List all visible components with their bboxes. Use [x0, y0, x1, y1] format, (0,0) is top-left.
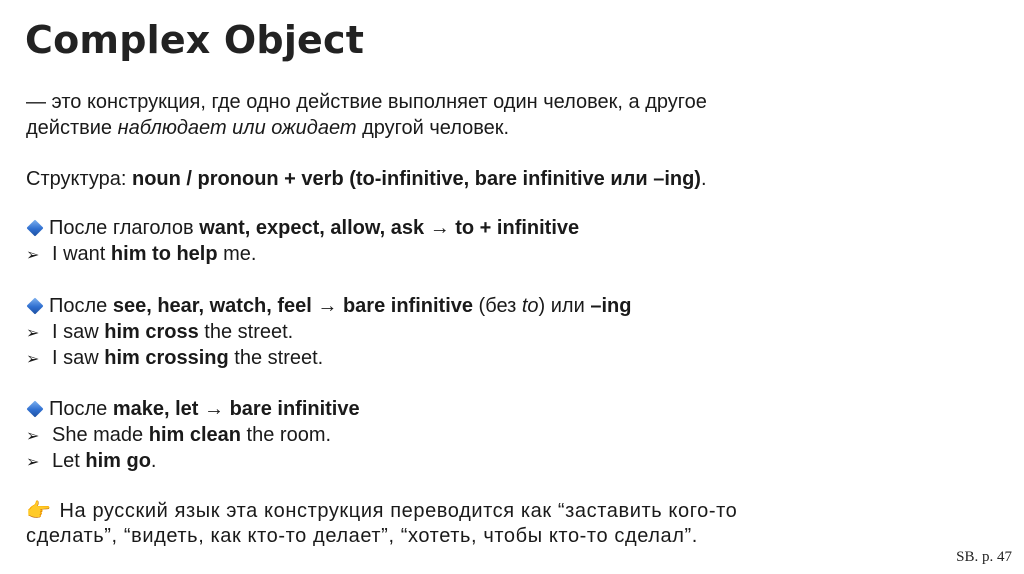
example-text: She made	[52, 424, 149, 446]
structure-formula: noun / pronoun + verb (to-infinitive, bare infinitive или –ing)	[132, 168, 701, 190]
group3-example-2	[26, 450, 156, 473]
group2-heading-text: ) или	[538, 295, 591, 317]
example-text: .	[150, 450, 157, 472]
note-line-2	[26, 525, 698, 548]
definition-text: — это конструкция, где одно действие выполняет один человек, а другое	[26, 91, 707, 113]
structure-end: .	[700, 168, 707, 190]
note-text: На русский язык эта конструкция переводится как “заставить кого-то	[59, 500, 738, 522]
blue-diamond-icon	[27, 219, 44, 236]
example-text: the street.	[198, 321, 294, 343]
arrow-bullet-icon: ➢	[26, 428, 40, 445]
example-emphasis: him go	[85, 450, 151, 472]
page-title: Complex Object	[25, 18, 365, 62]
group2-heading-verbs: see, hear, watch, feel → bare infinitive	[112, 295, 473, 317]
pointing-hand-icon: 👉	[26, 500, 52, 522]
note-text: сделать”, “видеть, как кто-то делает”, “хотеть, чтобы кто-то сделал”.	[26, 525, 698, 547]
group1-heading	[26, 217, 579, 240]
example-text: I want	[52, 243, 111, 265]
group3-heading-verbs: make, let → bare infinitive	[112, 398, 360, 420]
group1-example	[26, 243, 257, 266]
group3-example-1	[26, 424, 331, 447]
arrow-bullet-icon: ➢	[26, 247, 40, 264]
example-emphasis: him cross	[104, 321, 199, 343]
group2-heading-ing: –ing	[590, 295, 632, 317]
group1-heading-verbs: want, expect, allow, ask → to + infinitive	[199, 217, 580, 239]
structure-line	[26, 168, 707, 191]
example-text: me.	[217, 243, 257, 265]
group2-example-2	[26, 347, 323, 370]
page-reference: SB. p. 47	[956, 549, 1012, 565]
group1-heading-text: После глаголов	[49, 217, 200, 239]
example-text: the room.	[241, 424, 332, 446]
arrow-bullet-icon: ➢	[26, 325, 40, 342]
example-emphasis: him to help	[110, 243, 218, 265]
example-text: the street.	[228, 347, 324, 369]
example-text: I saw	[52, 347, 105, 369]
group2-heading-emphasis: to	[521, 295, 539, 317]
blue-diamond-icon	[27, 400, 44, 417]
group3-heading-text: После	[49, 398, 113, 420]
definition-line-1	[26, 91, 707, 114]
group2-example-1	[26, 321, 293, 344]
definition-emphasis: наблюдает или ожидает	[117, 117, 357, 139]
example-text: I saw	[52, 321, 105, 343]
definition-line-2	[26, 117, 509, 140]
group2-heading-text: (без	[473, 295, 522, 317]
definition-text: действие	[26, 117, 118, 139]
arrow-bullet-icon: ➢	[26, 351, 40, 368]
example-text: Let	[52, 450, 86, 472]
group2-heading-text: После	[49, 295, 113, 317]
blue-diamond-icon	[27, 297, 44, 314]
note-line-1	[26, 498, 737, 523]
example-emphasis: him crossing	[104, 347, 229, 369]
structure-label: Структура:	[26, 168, 132, 190]
arrow-bullet-icon: ➢	[26, 454, 40, 471]
definition-text: другой человек.	[356, 117, 510, 139]
example-emphasis: him clean	[148, 424, 241, 446]
group3-heading	[26, 398, 360, 421]
group2-heading	[26, 295, 631, 318]
